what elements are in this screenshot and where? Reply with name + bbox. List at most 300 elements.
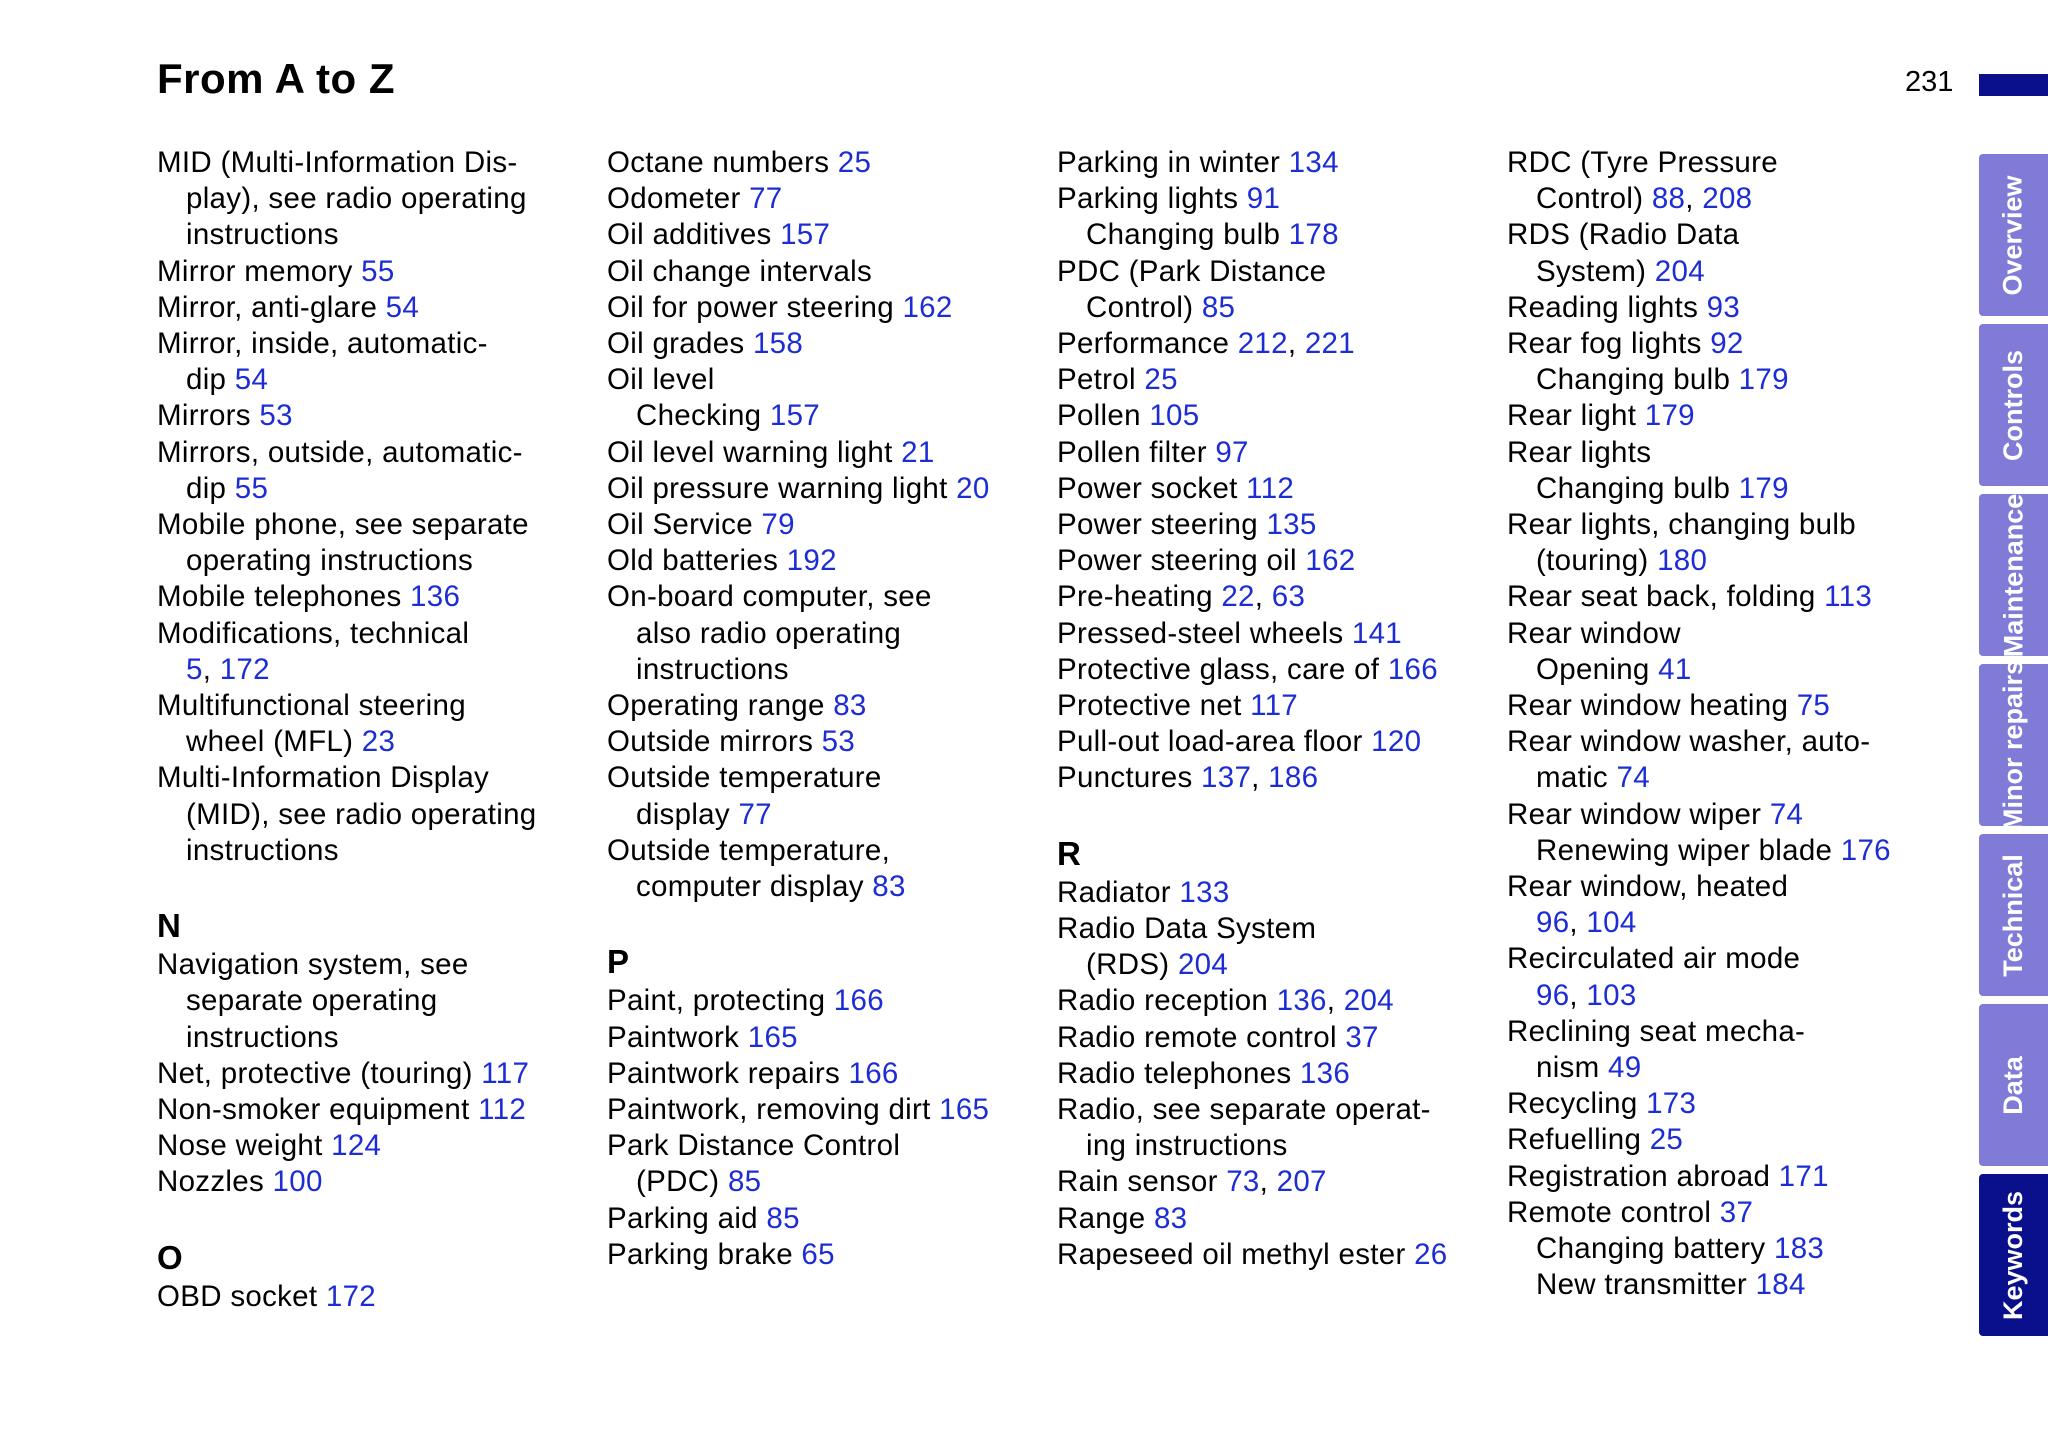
entry-text: Reading lights <box>1507 290 1699 324</box>
entry-text: RDC (Tyre Pressure <box>1507 146 1778 179</box>
entry-text: Oil grades <box>607 327 745 361</box>
index-entry <box>607 471 1047 507</box>
index-entry-continuation <box>607 1164 1047 1200</box>
entry-text: On-board computer, see <box>607 580 932 614</box>
index-entry <box>607 507 1047 543</box>
section-spacer <box>1057 797 1497 833</box>
index-entry <box>607 362 1047 398</box>
entry-text: Reclining seat mecha- <box>1507 1014 1806 1048</box>
page-reference-link[interactable]: 37 <box>1345 1020 1379 1054</box>
page-reference-link[interactable]: 26 <box>1414 1237 1448 1271</box>
entry-text: instructions <box>636 652 789 686</box>
entry-text: Outside mirrors <box>607 725 814 759</box>
page-reference-link[interactable]: 133 <box>1179 875 1230 909</box>
index-entry <box>607 1128 1047 1164</box>
index-entry <box>607 983 1047 1019</box>
page-reference-link[interactable]: 113 <box>1824 580 1873 614</box>
index-entry <box>1507 326 1947 362</box>
index-subentry <box>1507 471 1947 507</box>
tab-technical[interactable] <box>1979 834 2048 996</box>
entry-text: Pressed-steel wheels <box>1057 616 1344 650</box>
page-reference-link[interactable]: 124 <box>331 1129 382 1163</box>
index-entry <box>607 579 1047 615</box>
page-reference-link[interactable]: 172 <box>219 652 270 686</box>
entry-text: Performance <box>1057 327 1230 361</box>
entry-text: Octane numbers <box>607 146 830 179</box>
entry-text: Modifications, technical <box>157 616 470 650</box>
page-reference-link[interactable]: 77 <box>749 182 783 216</box>
page-reference-link[interactable]: 54 <box>234 363 269 397</box>
tab-minor-repairs[interactable] <box>1979 659 2048 831</box>
tab-label: Maintenance <box>1998 493 2029 657</box>
page-reference-link[interactable]: 179 <box>1738 363 1789 397</box>
section-letter: R <box>1057 834 1082 872</box>
page-reference-link[interactable]: 25 <box>1649 1123 1684 1157</box>
entry-text: Oil for power steering <box>607 290 894 324</box>
entry-text: Mirror, anti-glare <box>157 290 378 324</box>
index-entry <box>1057 724 1497 760</box>
page-reference-link[interactable]: 25 <box>837 146 872 179</box>
entry-text: Recirculated air mode <box>1507 942 1801 976</box>
index-entry <box>607 1237 1047 1273</box>
page-reference-link[interactable]: 192 <box>786 544 837 578</box>
page-reference-link[interactable]: 93 <box>1706 290 1741 324</box>
index-entry-continuation <box>157 362 597 398</box>
page-reference-link[interactable]: 166 <box>1387 652 1438 686</box>
index-entry <box>157 760 597 796</box>
index-entry <box>157 435 597 471</box>
page-reference-link[interactable]: 166 <box>848 1056 899 1090</box>
entry-text: matic <box>1536 761 1608 795</box>
tab-label: Technical <box>1998 853 2029 977</box>
index-entry <box>1057 543 1497 579</box>
page-reference-link[interactable]: 221 <box>1304 327 1355 361</box>
page-reference-link[interactable]: 65 <box>801 1237 835 1271</box>
entry-text: Rear window heating <box>1507 689 1789 723</box>
index-entry <box>1057 1020 1497 1056</box>
page-reference-link[interactable]: 135 <box>1266 508 1317 542</box>
entry-text: Power socket <box>1057 471 1238 505</box>
index-entry <box>607 435 1047 471</box>
page-reference-link[interactable]: 21 <box>901 435 935 469</box>
index-entry <box>1057 1056 1497 1092</box>
tab-label: Overview <box>1998 174 2029 296</box>
page-reference-link[interactable]: 55 <box>234 471 269 505</box>
index-entry-continuation <box>157 833 597 869</box>
index-entry <box>157 326 597 362</box>
page-reference-link[interactable]: 179 <box>1644 399 1695 433</box>
index-entry-continuation <box>1507 254 1947 290</box>
index-entry <box>1057 254 1497 290</box>
entry-text: Pollen <box>1057 399 1141 433</box>
page-reference-link[interactable]: 74 <box>1616 761 1650 795</box>
index-entry <box>1507 1122 1947 1158</box>
index-entry <box>157 254 597 290</box>
page-reference-link[interactable]: 117 <box>481 1056 530 1090</box>
page-reference-link[interactable]: 53 <box>259 399 293 433</box>
page-reference-link[interactable]: 23 <box>361 725 396 759</box>
entry-text: Rear window <box>1507 616 1681 650</box>
tab-label: Minor repairs <box>1998 659 2029 831</box>
page-reference-link[interactable]: 63 <box>1271 580 1306 614</box>
index-entry <box>1507 797 1947 833</box>
index-entry-continuation <box>607 797 1047 833</box>
index-entry <box>607 724 1047 760</box>
page-reference-link[interactable]: 158 <box>752 327 804 361</box>
page-reference-link[interactable]: 178 <box>1288 218 1339 252</box>
page-reference-link[interactable]: 22 <box>1221 580 1255 614</box>
tab-label: Controls <box>1998 349 2028 461</box>
page-reference-link[interactable]: 37 <box>1719 1195 1754 1229</box>
index-entry <box>1507 1086 1947 1122</box>
page-reference-link[interactable]: 112 <box>1246 471 1295 505</box>
index-entry-continuation <box>157 543 597 579</box>
section-spacer <box>607 905 1047 941</box>
section-letter: N <box>157 907 182 945</box>
entry-text: Park Distance Control <box>607 1129 901 1163</box>
page-reference-link[interactable]: 180 <box>1657 544 1708 578</box>
entry-text: MID (Multi-Information Dis- <box>157 146 518 179</box>
index-entry <box>1507 217 1947 253</box>
entry-text: Mirror, inside, automatic- <box>157 327 488 361</box>
page-reference-link[interactable]: 157 <box>769 399 821 433</box>
page-reference-link[interactable]: 96 <box>1536 906 1570 940</box>
index-entry <box>1507 145 1947 181</box>
entry-text: Mirrors, outside, automatic- <box>157 435 523 469</box>
page-reference-link[interactable]: 88 <box>1651 182 1686 216</box>
entry-text: System) <box>1536 254 1647 288</box>
entry-text: display <box>636 797 730 831</box>
index-entry <box>1057 616 1497 652</box>
page-reference-link[interactable]: 162 <box>1305 544 1356 578</box>
index-entry <box>157 616 597 652</box>
tab-label: Keywords <box>1998 1190 2029 1320</box>
index-entry <box>1057 181 1497 217</box>
entry-text: Protective net <box>1057 689 1242 723</box>
index-subentry <box>1507 362 1947 398</box>
index-entry <box>1057 688 1497 724</box>
tab-maintenance[interactable] <box>1979 494 2048 656</box>
entry-text: Nozzles <box>157 1165 265 1199</box>
page-reference-link[interactable]: 120 <box>1371 725 1422 759</box>
entry-text: (PDC) <box>636 1165 720 1199</box>
entry-text: Outside temperature <box>607 761 882 795</box>
index-entry <box>157 145 597 181</box>
entry-text: OBD socket <box>157 1279 318 1313</box>
page-number: 231 <box>1905 66 1954 98</box>
index-entry-continuation <box>1057 1128 1497 1164</box>
page-reference-link[interactable]: 92 <box>1710 327 1744 361</box>
index-entry <box>1057 507 1497 543</box>
entry-text: Rear light <box>1507 399 1637 433</box>
index-entry-continuation <box>1057 947 1497 983</box>
entry-text: Non-smoker equipment <box>157 1093 470 1127</box>
tab-keywords[interactable] <box>1979 1174 2048 1336</box>
index-entry <box>1057 652 1497 688</box>
page-reference-link[interactable]: 165 <box>747 1020 798 1054</box>
entry-text: Oil change intervals <box>607 254 873 288</box>
index-entry <box>1057 1201 1497 1237</box>
index-entry <box>157 1279 597 1315</box>
page-reference-link[interactable]: 85 <box>727 1165 762 1199</box>
page-reference-link[interactable]: 83 <box>833 689 867 723</box>
entry-text: Radio telephones <box>1057 1056 1292 1090</box>
page-reference-link[interactable]: 136 <box>1276 984 1327 1018</box>
index-entry-continuation <box>1507 760 1947 796</box>
index-entry <box>157 688 597 724</box>
page-reference-link[interactable]: 141 <box>1351 616 1403 650</box>
page-reference-link[interactable]: 103 <box>1586 978 1637 1012</box>
entry-text: Changing battery <box>1536 1232 1766 1266</box>
index-entry <box>157 1056 597 1092</box>
entry-text: Punctures <box>1057 761 1193 795</box>
entry-text: Rear window, heated <box>1507 870 1789 904</box>
entry-text: PDC (Park Distance <box>1057 254 1327 288</box>
entry-text: Paintwork repairs <box>607 1056 840 1090</box>
index-entry <box>1507 507 1947 543</box>
index-entry <box>1507 1159 1947 1195</box>
page-reference-link[interactable]: 25 <box>1144 363 1178 397</box>
page-reference-link[interactable]: 204 <box>1343 984 1394 1018</box>
page-reference-link[interactable]: 75 <box>1796 689 1831 723</box>
index-entry <box>607 181 1047 217</box>
entry-text: Renewing wiper blade <box>1536 833 1833 867</box>
index-entry <box>1057 471 1497 507</box>
entry-text: Rain sensor <box>1057 1165 1218 1199</box>
index-entry <box>607 543 1047 579</box>
entry-text: Parking brake <box>607 1237 793 1271</box>
index-entry <box>607 688 1047 724</box>
page-reference-link[interactable]: 85 <box>1201 290 1236 324</box>
page-reference-link[interactable]: 134 <box>1288 146 1339 179</box>
page-reference-link[interactable]: 162 <box>902 290 953 324</box>
page-reference-link[interactable]: 204 <box>1177 948 1229 982</box>
entry-text: operating instructions <box>186 544 474 578</box>
entry-text: Recycling <box>1507 1087 1638 1121</box>
index-entry <box>1507 290 1947 326</box>
page-reference-link[interactable]: 179 <box>1738 471 1789 505</box>
entry-text: Remote control <box>1507 1195 1712 1229</box>
index-entry <box>157 1092 597 1128</box>
entry-text: computer display <box>636 870 864 904</box>
tab-data[interactable] <box>1979 1004 2048 1166</box>
entry-text: Parking aid <box>607 1201 758 1235</box>
entry-text: Control) <box>1536 182 1644 216</box>
index-entry-continuation: Control) 88, 208 <box>1536 182 1753 216</box>
index-entry <box>1507 579 1947 615</box>
page-reference-link[interactable]: 136 <box>1299 1056 1351 1090</box>
entry-text: Multifunctional steering <box>157 689 466 723</box>
index-entry-continuation <box>1507 1050 1947 1086</box>
index-entry <box>607 217 1047 253</box>
index-entry <box>157 1164 597 1200</box>
index-entry <box>157 290 597 326</box>
tab-overview[interactable] <box>1979 154 2048 316</box>
entry-text: (touring) <box>1536 544 1649 578</box>
entry-text: Net, protective (touring) <box>157 1056 473 1090</box>
page-number-bar <box>1979 74 2048 96</box>
index-entry <box>1057 911 1497 947</box>
page-reference-link[interactable]: 74 <box>1769 797 1804 831</box>
index-column-1 <box>157 145 597 1315</box>
entry-text: wheel (MFL) <box>186 725 354 759</box>
page-reference-link[interactable]: 184 <box>1755 1268 1806 1302</box>
entry-text: ing instructions <box>1086 1129 1288 1163</box>
page-reference-link[interactable]: 79 <box>761 508 795 542</box>
index-entry-continuation <box>157 797 597 833</box>
entry-text: Odometer <box>607 182 741 216</box>
page-reference-link[interactable]: 97 <box>1215 435 1249 469</box>
page-reference-link[interactable]: 20 <box>956 471 990 505</box>
entry-text: Registration abroad <box>1507 1159 1771 1193</box>
index-entry <box>607 1092 1047 1128</box>
index-entry-continuation <box>157 1020 597 1056</box>
index-column-4 <box>1507 145 1947 1304</box>
page-reference-link[interactable]: 204 <box>1654 254 1705 288</box>
section-spacer <box>157 1201 597 1237</box>
entry-text: Opening <box>1536 652 1650 686</box>
index-entry-continuation <box>157 983 597 1019</box>
entry-text: Petrol <box>1057 363 1136 397</box>
page-reference-link[interactable]: 77 <box>738 797 772 831</box>
entry-text: Protective glass, care of <box>1057 652 1380 686</box>
page-reference-link[interactable]: 171 <box>1778 1159 1829 1193</box>
entry-text: Rear fog lights <box>1507 327 1702 361</box>
entry-text: dip <box>186 363 227 397</box>
page-reference-link[interactable]: 183 <box>1773 1232 1825 1266</box>
entry-text: Rear window washer, auto- <box>1507 725 1871 759</box>
entry-text: nism <box>1536 1051 1600 1085</box>
index-subentry <box>1507 652 1947 688</box>
entry-text: Pre-heating <box>1057 580 1213 614</box>
entry-text: instructions <box>186 833 339 867</box>
index-entry-continuation <box>1507 543 1947 579</box>
entry-text: Parking in winter <box>1057 146 1281 179</box>
index-entry <box>1057 435 1497 471</box>
index-entry <box>607 326 1047 362</box>
entry-text: Power steering oil <box>1057 544 1297 578</box>
index-entry <box>1057 1092 1497 1128</box>
section-letter: P <box>607 943 630 981</box>
entry-text: also radio operating <box>636 616 902 650</box>
entry-text: Control) <box>1086 290 1194 324</box>
entry-text: Radio remote control <box>1057 1020 1337 1054</box>
page-reference-link[interactable]: 166 <box>833 984 884 1018</box>
index-entry <box>157 1128 597 1164</box>
page-reference-link[interactable]: 165 <box>939 1093 990 1127</box>
entry-text: Mirrors <box>157 399 251 433</box>
index-entry <box>1507 724 1947 760</box>
page-reference-link[interactable]: 186 <box>1268 761 1319 795</box>
page-reference-link[interactable]: 53 <box>821 725 856 759</box>
page-reference-link[interactable]: 91 <box>1246 182 1281 216</box>
page-reference-link[interactable]: 207 <box>1276 1165 1327 1199</box>
entry-text: Radio Data System <box>1057 912 1317 946</box>
entry-text: (RDS) <box>1086 948 1170 982</box>
index-entry <box>157 947 597 983</box>
entry-text: Mobile telephones <box>157 580 402 614</box>
entry-text: Mobile phone, see separate <box>157 508 529 542</box>
entry-text: Paint, protecting <box>607 984 826 1018</box>
page-reference-link[interactable]: 173 <box>1646 1087 1697 1121</box>
index-entry <box>1057 1237 1497 1273</box>
entry-text: Changing bulb <box>1536 363 1731 397</box>
index-entry <box>1507 398 1947 434</box>
page-reference-link[interactable]: 55 <box>361 254 395 288</box>
page-reference-link[interactable]: 100 <box>272 1165 323 1199</box>
page-reference-link[interactable]: 112 <box>478 1093 527 1127</box>
entry-text: Pollen filter <box>1057 435 1207 469</box>
page-reference-link[interactable]: 176 <box>1840 833 1891 867</box>
entry-text: Range <box>1057 1201 1146 1235</box>
page-reference-link[interactable]: 49 <box>1607 1051 1642 1085</box>
page-reference-link[interactable]: 54 <box>385 290 420 324</box>
entry-text: instructions <box>186 1020 339 1054</box>
entry-text: Rear seat back, folding <box>1507 580 1816 614</box>
entry-text: Radio reception <box>1057 984 1269 1018</box>
entry-text: Radiator <box>1057 875 1171 909</box>
entry-text: separate operating <box>186 984 438 1018</box>
index-entry: Punctures 137, 186 <box>1057 761 1319 795</box>
entry-text: play), see radio operating <box>186 182 527 216</box>
entry-text: Nose weight <box>157 1129 323 1163</box>
page-reference-link[interactable]: 83 <box>1153 1201 1188 1235</box>
page-reference-link[interactable]: 137 <box>1201 761 1252 795</box>
page-reference-link[interactable]: 83 <box>872 870 906 904</box>
index-entry: Performance 212, 221 <box>1057 327 1355 361</box>
page-reference-link[interactable]: 117 <box>1250 689 1299 723</box>
index-subentry <box>1507 1231 1947 1267</box>
page-reference-link[interactable]: 172 <box>325 1279 377 1313</box>
index-entry-continuation <box>157 217 597 253</box>
entry-text: Navigation system, see <box>157 948 469 982</box>
index-entry: Radio reception 136, 204 <box>1057 984 1394 1018</box>
page-reference-link[interactable]: 73 <box>1226 1165 1260 1199</box>
page-reference-link[interactable]: 105 <box>1149 399 1200 433</box>
entry-text: instructions <box>186 218 339 252</box>
entry-text: Mirror memory <box>157 254 353 288</box>
page-reference-link[interactable]: 157 <box>780 218 831 252</box>
page-reference-link[interactable]: 136 <box>410 580 461 614</box>
page-reference-link[interactable]: 96 <box>1536 978 1570 1012</box>
index-entry-continuation <box>607 652 1047 688</box>
page-reference-link[interactable]: 212 <box>1237 327 1288 361</box>
page-reference-link[interactable]: 41 <box>1658 652 1692 686</box>
entry-text: Oil level warning light <box>607 435 893 469</box>
entry-text: (MID), see radio operating <box>186 797 537 831</box>
page-reference-link[interactable]: 104 <box>1586 906 1637 940</box>
entry-text: Operating range <box>607 689 825 723</box>
index-entry-continuation <box>157 181 597 217</box>
index-entry <box>1507 616 1947 652</box>
entry-text: Old batteries <box>607 544 779 578</box>
page-title: From A to Z <box>157 55 396 102</box>
index-entry: Pre-heating 22, 63 <box>1057 580 1306 614</box>
index-subentry <box>607 398 1047 434</box>
tab-label: Data <box>1998 1055 2028 1115</box>
entry-text: Outside temperature, <box>607 833 891 867</box>
tab-controls[interactable] <box>1979 324 2048 486</box>
page-reference-link[interactable]: 5 <box>186 652 203 686</box>
page-reference-link[interactable]: 208 <box>1702 182 1753 216</box>
entry-text: Rear window wiper <box>1507 797 1762 831</box>
index-entry-continuation: 96, 104 <box>1536 906 1637 940</box>
entry-text: Changing bulb <box>1086 218 1281 252</box>
index-entry <box>607 1056 1047 1092</box>
section-spacer <box>157 869 597 905</box>
entry-text: Rear lights <box>1507 435 1652 469</box>
page-reference-link[interactable]: 85 <box>766 1201 800 1235</box>
